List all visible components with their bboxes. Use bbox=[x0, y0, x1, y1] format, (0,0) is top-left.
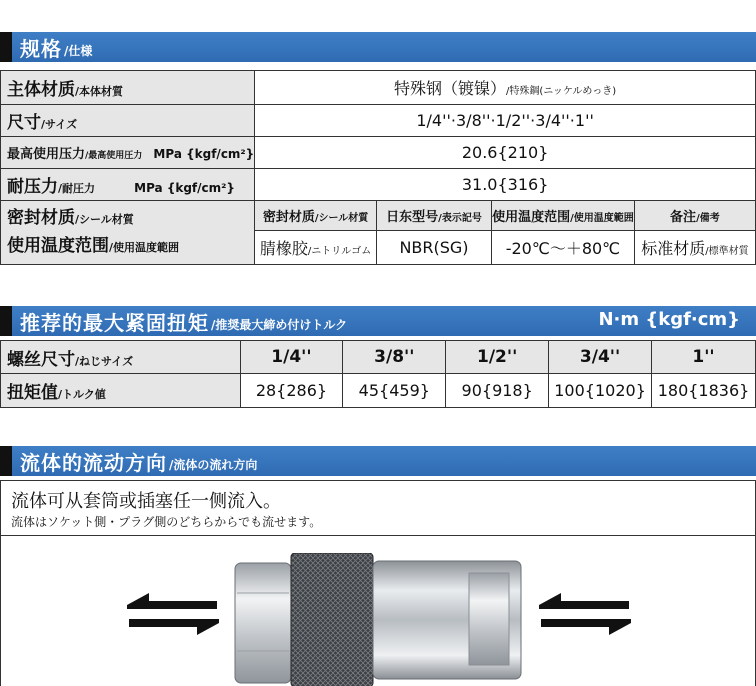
row-label-sub: /ねじサイズ bbox=[75, 354, 134, 368]
header-main: 使用温度范围 bbox=[492, 210, 571, 225]
value-main: 腈橡胶 bbox=[259, 239, 308, 258]
torque-title: 推荐的最大紧固扭矩 bbox=[20, 310, 209, 335]
flow-subtitle: /流体の流れ方向 bbox=[169, 457, 258, 472]
material-value: 特殊钢（镀镍） bbox=[394, 79, 507, 98]
header-tab bbox=[0, 306, 12, 336]
torque-subtitle: /推奨最大締め付けトルク bbox=[211, 317, 348, 332]
value-main: 标准材质 bbox=[641, 239, 706, 258]
spec-title: 规格 bbox=[20, 36, 62, 61]
row-label-sub: /耐圧力 bbox=[58, 182, 96, 195]
torque-cell: 90{918} bbox=[446, 374, 549, 408]
row-label-sub: /最高使用圧力 bbox=[85, 151, 143, 161]
row-label: 最高使用压力 bbox=[7, 147, 86, 162]
row-label-sub: /トルク値 bbox=[58, 388, 106, 401]
flow-description: 流体可从套筒或插塞任一侧流入。 bbox=[11, 491, 281, 512]
size-cell: 1/4'' bbox=[240, 341, 343, 374]
header-sub: /シール材質 bbox=[314, 213, 369, 224]
spec-table bbox=[0, 70, 756, 265]
flow-description-jp: 流体はソケット側・プラグ側のどちらからでも流せます。 bbox=[11, 515, 322, 529]
right-flow-arrow-icon bbox=[539, 593, 631, 635]
flow-section-header bbox=[0, 446, 756, 476]
header-sub: /表示記号 bbox=[438, 213, 482, 224]
torque-size-row bbox=[1, 341, 756, 374]
header-main: 日东型号 bbox=[386, 210, 439, 225]
size-cell: 1'' bbox=[652, 341, 756, 374]
row-label: 主体材质 bbox=[7, 80, 75, 100]
row-label: 尺寸 bbox=[7, 113, 41, 133]
row-label: 扭矩值 bbox=[7, 383, 58, 403]
header-tab bbox=[0, 446, 12, 476]
material-value-sub: /特殊鋼(ニッケルめっき) bbox=[506, 86, 617, 97]
size-cell: 3/8'' bbox=[343, 341, 446, 374]
spec-row-seal-header bbox=[1, 201, 756, 231]
seal-code-value: NBR(SG) bbox=[376, 231, 491, 265]
flow-box bbox=[0, 480, 756, 686]
seal-header-remarks bbox=[634, 201, 755, 231]
pressure-unit: MPa {kgf/cm²} bbox=[134, 181, 235, 195]
spec-row-size bbox=[1, 105, 756, 137]
divider bbox=[1, 535, 755, 536]
header-sub: /備考 bbox=[696, 213, 720, 224]
spec-row-material bbox=[1, 71, 756, 105]
row-label: 密封材质 bbox=[7, 207, 75, 228]
spec-row-max-pressure bbox=[1, 137, 756, 169]
spec-row-proof-pressure bbox=[1, 169, 756, 201]
value-sub: /ニトリルゴム bbox=[307, 246, 372, 257]
torque-cell: 45{459} bbox=[343, 374, 446, 408]
row-label: 使用温度范围 bbox=[7, 235, 109, 256]
size-cell: 3/4'' bbox=[549, 341, 652, 374]
row-label-sub: /サイズ bbox=[41, 118, 78, 131]
left-flow-arrow-icon bbox=[127, 593, 219, 635]
seal-remarks-value bbox=[634, 231, 755, 265]
seal-temp-value: -20℃～＋80℃ bbox=[492, 231, 635, 265]
seal-header-temp bbox=[492, 201, 635, 231]
torque-value-row bbox=[1, 374, 756, 408]
header-sub: /使用温度範囲 bbox=[570, 213, 634, 224]
proof-pressure-value: 31.0{316} bbox=[255, 169, 756, 201]
max-pressure-value: 20.6{210} bbox=[255, 137, 756, 169]
row-label-sub: /シール材質 bbox=[75, 212, 134, 226]
torque-cell: 100{1020} bbox=[549, 374, 652, 408]
seal-material-value bbox=[255, 231, 377, 265]
size-value: 1/4''·3/8''·1/2''·3/4''·1'' bbox=[255, 105, 756, 137]
row-label: 螺丝尺寸 bbox=[7, 349, 75, 370]
flow-title: 流体的流动方向 bbox=[20, 450, 167, 475]
torque-cell: 180{1836} bbox=[652, 374, 756, 408]
header-main: 密封材质 bbox=[262, 210, 315, 225]
header-tab bbox=[0, 32, 12, 62]
coupler-illustration bbox=[233, 553, 523, 686]
torque-cell: 28{286} bbox=[240, 374, 343, 408]
value-sub: /標準材質 bbox=[705, 246, 749, 257]
row-label: 耐压力 bbox=[7, 177, 58, 197]
seal-header-code bbox=[376, 201, 491, 231]
torque-section-header bbox=[0, 306, 756, 336]
spec-subtitle: /仕様 bbox=[64, 43, 93, 58]
spec-section-header bbox=[0, 32, 756, 62]
row-label-sub: /本体材質 bbox=[75, 85, 124, 98]
header-main: 备注 bbox=[670, 210, 697, 225]
row-label-sub: /使用温度範囲 bbox=[109, 240, 180, 254]
seal-header-material bbox=[255, 201, 377, 231]
torque-table bbox=[0, 340, 756, 408]
size-cell: 1/2'' bbox=[446, 341, 549, 374]
torque-unit: N·m {kgf·cm} bbox=[598, 309, 740, 330]
pressure-unit: MPa {kgf/cm²} bbox=[153, 147, 255, 161]
